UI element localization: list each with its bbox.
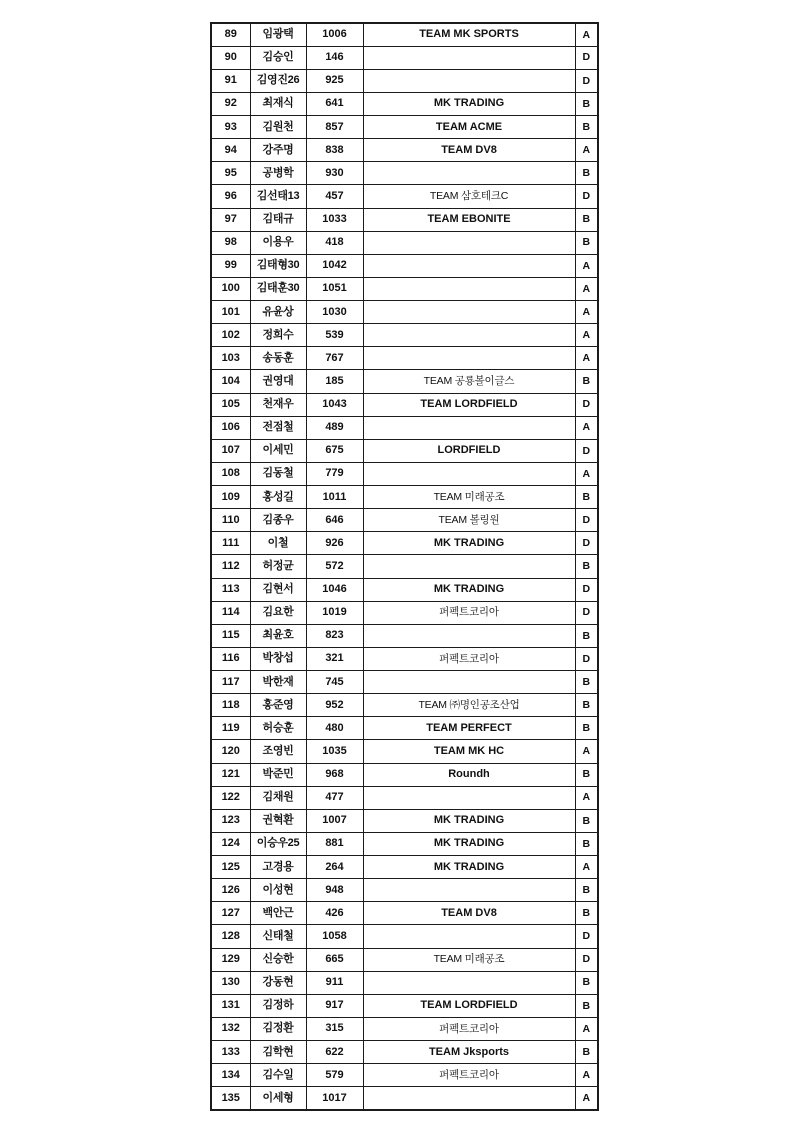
grade-cell: A bbox=[575, 416, 598, 439]
team-cell: TEAM MK SPORTS bbox=[363, 23, 575, 46]
name-cell: 홍성길 bbox=[250, 486, 306, 509]
name-cell: 김정환 bbox=[250, 1017, 306, 1040]
team-cell: Roundh bbox=[363, 763, 575, 786]
team-cell bbox=[363, 347, 575, 370]
name-cell: 이세형 bbox=[250, 1087, 306, 1110]
grade-cell: B bbox=[575, 763, 598, 786]
table-row bbox=[211, 1041, 598, 1064]
team-cell: MK TRADING bbox=[363, 856, 575, 879]
name-cell: 김수일 bbox=[250, 1064, 306, 1087]
number-cell: 1006 bbox=[306, 23, 363, 46]
number-cell: 477 bbox=[306, 786, 363, 809]
number-cell: 539 bbox=[306, 324, 363, 347]
number-cell: 185 bbox=[306, 370, 363, 393]
team-cell: TEAM 미래공조 bbox=[363, 486, 575, 509]
number-cell: 426 bbox=[306, 902, 363, 925]
table-row bbox=[211, 925, 598, 948]
team-cell: MK TRADING bbox=[363, 578, 575, 601]
number-cell: 1051 bbox=[306, 277, 363, 300]
team-cell bbox=[363, 162, 575, 185]
team-cell: TEAM LORDFIELD bbox=[363, 393, 575, 416]
rank-cell: 100 bbox=[211, 277, 250, 300]
grade-cell: A bbox=[575, 1087, 598, 1110]
rank-cell: 102 bbox=[211, 324, 250, 347]
table-row bbox=[211, 532, 598, 555]
name-cell: 강동현 bbox=[250, 971, 306, 994]
rank-cell: 112 bbox=[211, 555, 250, 578]
table-row bbox=[211, 277, 598, 300]
team-cell bbox=[363, 324, 575, 347]
rank-cell: 114 bbox=[211, 601, 250, 624]
team-cell: LORDFIELD bbox=[363, 439, 575, 462]
number-cell: 745 bbox=[306, 671, 363, 694]
grade-cell: D bbox=[575, 69, 598, 92]
table-row bbox=[211, 254, 598, 277]
name-cell: 이철 bbox=[250, 532, 306, 555]
rank-cell: 115 bbox=[211, 624, 250, 647]
team-cell: TEAM 공룡볼이글스 bbox=[363, 370, 575, 393]
team-cell bbox=[363, 416, 575, 439]
table-row bbox=[211, 786, 598, 809]
team-cell: 퍼펙트코리아 bbox=[363, 601, 575, 624]
rank-cell: 92 bbox=[211, 92, 250, 115]
number-cell: 1030 bbox=[306, 301, 363, 324]
name-cell: 조영빈 bbox=[250, 740, 306, 763]
table-row bbox=[211, 601, 598, 624]
number-cell: 572 bbox=[306, 555, 363, 578]
rank-cell: 113 bbox=[211, 578, 250, 601]
rank-cell: 99 bbox=[211, 254, 250, 277]
number-cell: 948 bbox=[306, 879, 363, 902]
number-cell: 926 bbox=[306, 532, 363, 555]
table-row bbox=[211, 717, 598, 740]
team-cell: TEAM Jksports bbox=[363, 1041, 575, 1064]
name-cell: 고경용 bbox=[250, 856, 306, 879]
number-cell: 264 bbox=[306, 856, 363, 879]
team-cell bbox=[363, 879, 575, 902]
table-row bbox=[211, 1064, 598, 1087]
rank-cell: 133 bbox=[211, 1041, 250, 1064]
team-cell bbox=[363, 1087, 575, 1110]
number-cell: 641 bbox=[306, 92, 363, 115]
name-cell: 권영대 bbox=[250, 370, 306, 393]
grade-cell: D bbox=[575, 509, 598, 532]
name-cell: 이용우 bbox=[250, 231, 306, 254]
table-row bbox=[211, 902, 598, 925]
name-cell: 김학현 bbox=[250, 1041, 306, 1064]
team-cell: TEAM 볼링원 bbox=[363, 509, 575, 532]
team-cell bbox=[363, 786, 575, 809]
team-cell: 퍼펙트코리아 bbox=[363, 647, 575, 670]
table-row bbox=[211, 462, 598, 485]
grade-cell: D bbox=[575, 439, 598, 462]
name-cell: 김영진26 bbox=[250, 69, 306, 92]
team-cell bbox=[363, 301, 575, 324]
table-row bbox=[211, 393, 598, 416]
number-cell: 1033 bbox=[306, 208, 363, 231]
table-row bbox=[211, 139, 598, 162]
rank-cell: 98 bbox=[211, 231, 250, 254]
name-cell: 김종우 bbox=[250, 509, 306, 532]
name-cell: 김태형30 bbox=[250, 254, 306, 277]
grade-cell: B bbox=[575, 902, 598, 925]
name-cell: 권혁환 bbox=[250, 809, 306, 832]
team-cell bbox=[363, 69, 575, 92]
rank-cell: 101 bbox=[211, 301, 250, 324]
rank-cell: 120 bbox=[211, 740, 250, 763]
rank-cell: 110 bbox=[211, 509, 250, 532]
grade-cell: A bbox=[575, 1064, 598, 1087]
team-cell: MK TRADING bbox=[363, 809, 575, 832]
name-cell: 허승훈 bbox=[250, 717, 306, 740]
name-cell: 박한재 bbox=[250, 671, 306, 694]
grade-cell: A bbox=[575, 1017, 598, 1040]
number-cell: 418 bbox=[306, 231, 363, 254]
team-cell bbox=[363, 277, 575, 300]
rank-cell: 117 bbox=[211, 671, 250, 694]
grade-cell: B bbox=[575, 879, 598, 902]
table-row bbox=[211, 69, 598, 92]
number-cell: 457 bbox=[306, 185, 363, 208]
table-row bbox=[211, 116, 598, 139]
rank-cell: 125 bbox=[211, 856, 250, 879]
rank-cell: 93 bbox=[211, 116, 250, 139]
number-cell: 779 bbox=[306, 462, 363, 485]
number-cell: 1042 bbox=[306, 254, 363, 277]
number-cell: 1017 bbox=[306, 1087, 363, 1110]
grade-cell: B bbox=[575, 162, 598, 185]
number-cell: 1046 bbox=[306, 578, 363, 601]
grade-cell: B bbox=[575, 694, 598, 717]
grade-cell: A bbox=[575, 324, 598, 347]
number-cell: 881 bbox=[306, 832, 363, 855]
number-cell: 911 bbox=[306, 971, 363, 994]
table-row bbox=[211, 347, 598, 370]
grade-cell: B bbox=[575, 994, 598, 1017]
team-cell bbox=[363, 46, 575, 69]
grade-cell: B bbox=[575, 555, 598, 578]
team-cell: TEAM PERFECT bbox=[363, 717, 575, 740]
team-cell bbox=[363, 462, 575, 485]
rank-cell: 91 bbox=[211, 69, 250, 92]
grade-cell: B bbox=[575, 231, 598, 254]
table-row bbox=[211, 416, 598, 439]
name-cell: 김정하 bbox=[250, 994, 306, 1017]
number-cell: 315 bbox=[306, 1017, 363, 1040]
grade-cell: D bbox=[575, 925, 598, 948]
grade-cell: D bbox=[575, 578, 598, 601]
grade-cell: A bbox=[575, 301, 598, 324]
table-row bbox=[211, 671, 598, 694]
table-row bbox=[211, 694, 598, 717]
table-row bbox=[211, 879, 598, 902]
team-cell bbox=[363, 555, 575, 578]
name-cell: 김원천 bbox=[250, 116, 306, 139]
team-cell bbox=[363, 254, 575, 277]
number-cell: 665 bbox=[306, 948, 363, 971]
rank-cell: 118 bbox=[211, 694, 250, 717]
rank-cell: 106 bbox=[211, 416, 250, 439]
team-cell bbox=[363, 624, 575, 647]
name-cell: 송동훈 bbox=[250, 347, 306, 370]
team-cell: TEAM DV8 bbox=[363, 139, 575, 162]
name-cell: 천재우 bbox=[250, 393, 306, 416]
table-row bbox=[211, 856, 598, 879]
rank-cell: 97 bbox=[211, 208, 250, 231]
team-cell: TEAM 미래공조 bbox=[363, 948, 575, 971]
table-row bbox=[211, 46, 598, 69]
rank-cell: 130 bbox=[211, 971, 250, 994]
grade-cell: B bbox=[575, 1041, 598, 1064]
grade-cell: D bbox=[575, 393, 598, 416]
team-cell: 퍼펙트코리아 bbox=[363, 1017, 575, 1040]
table-row bbox=[211, 208, 598, 231]
table-row bbox=[211, 324, 598, 347]
number-cell: 917 bbox=[306, 994, 363, 1017]
team-cell bbox=[363, 971, 575, 994]
rank-cell: 132 bbox=[211, 1017, 250, 1040]
table-row bbox=[211, 624, 598, 647]
grade-cell: B bbox=[575, 809, 598, 832]
number-cell: 646 bbox=[306, 509, 363, 532]
grade-cell: B bbox=[575, 624, 598, 647]
name-cell: 이세민 bbox=[250, 439, 306, 462]
number-cell: 925 bbox=[306, 69, 363, 92]
rank-cell: 116 bbox=[211, 647, 250, 670]
rank-cell: 105 bbox=[211, 393, 250, 416]
rank-cell: 129 bbox=[211, 948, 250, 971]
grade-cell: D bbox=[575, 185, 598, 208]
table-row bbox=[211, 971, 598, 994]
team-cell: MK TRADING bbox=[363, 92, 575, 115]
team-cell: TEAM DV8 bbox=[363, 902, 575, 925]
team-cell: TEAM MK HC bbox=[363, 740, 575, 763]
grade-cell: D bbox=[575, 532, 598, 555]
rank-cell: 94 bbox=[211, 139, 250, 162]
grade-cell: A bbox=[575, 347, 598, 370]
name-cell: 이성현 bbox=[250, 879, 306, 902]
name-cell: 김태규 bbox=[250, 208, 306, 231]
rank-cell: 128 bbox=[211, 925, 250, 948]
name-cell: 신태철 bbox=[250, 925, 306, 948]
rank-cell: 89 bbox=[211, 23, 250, 46]
grade-cell: B bbox=[575, 486, 598, 509]
table-row bbox=[211, 92, 598, 115]
team-cell: MK TRADING bbox=[363, 532, 575, 555]
name-cell: 김채원 bbox=[250, 786, 306, 809]
grade-cell: B bbox=[575, 832, 598, 855]
rank-cell: 119 bbox=[211, 717, 250, 740]
table-row bbox=[211, 231, 598, 254]
number-cell: 321 bbox=[306, 647, 363, 670]
team-cell: TEAM ACME bbox=[363, 116, 575, 139]
team-cell: 퍼펙트코리아 bbox=[363, 1064, 575, 1087]
name-cell: 공병학 bbox=[250, 162, 306, 185]
number-cell: 146 bbox=[306, 46, 363, 69]
rank-cell: 104 bbox=[211, 370, 250, 393]
rank-cell: 108 bbox=[211, 462, 250, 485]
grade-cell: B bbox=[575, 717, 598, 740]
number-cell: 622 bbox=[306, 1041, 363, 1064]
rank-cell: 126 bbox=[211, 879, 250, 902]
table-row bbox=[211, 647, 598, 670]
number-cell: 968 bbox=[306, 763, 363, 786]
number-cell: 489 bbox=[306, 416, 363, 439]
grade-cell: D bbox=[575, 601, 598, 624]
number-cell: 930 bbox=[306, 162, 363, 185]
team-cell bbox=[363, 231, 575, 254]
table-row bbox=[211, 439, 598, 462]
number-cell: 838 bbox=[306, 139, 363, 162]
team-cell: TEAM EBONITE bbox=[363, 208, 575, 231]
table-row bbox=[211, 948, 598, 971]
rank-cell: 107 bbox=[211, 439, 250, 462]
name-cell: 최재식 bbox=[250, 92, 306, 115]
name-cell: 김태훈30 bbox=[250, 277, 306, 300]
team-cell: TEAM LORDFIELD bbox=[363, 994, 575, 1017]
number-cell: 1035 bbox=[306, 740, 363, 763]
team-cell bbox=[363, 671, 575, 694]
grade-cell: B bbox=[575, 971, 598, 994]
name-cell: 김선태13 bbox=[250, 185, 306, 208]
name-cell: 홍준영 bbox=[250, 694, 306, 717]
name-cell: 임광택 bbox=[250, 23, 306, 46]
name-cell: 전점철 bbox=[250, 416, 306, 439]
table-row bbox=[211, 578, 598, 601]
number-cell: 1043 bbox=[306, 393, 363, 416]
number-cell: 1011 bbox=[306, 486, 363, 509]
rank-cell: 111 bbox=[211, 532, 250, 555]
rank-cell: 109 bbox=[211, 486, 250, 509]
number-cell: 857 bbox=[306, 116, 363, 139]
table-row bbox=[211, 809, 598, 832]
table-row bbox=[211, 740, 598, 763]
number-cell: 767 bbox=[306, 347, 363, 370]
table-row bbox=[211, 763, 598, 786]
table-row bbox=[211, 832, 598, 855]
grade-cell: A bbox=[575, 139, 598, 162]
grade-cell: D bbox=[575, 948, 598, 971]
grade-cell: A bbox=[575, 23, 598, 46]
number-cell: 480 bbox=[306, 717, 363, 740]
table-row bbox=[211, 555, 598, 578]
name-cell: 박창섭 bbox=[250, 647, 306, 670]
table-row bbox=[211, 1087, 598, 1110]
table-row bbox=[211, 1017, 598, 1040]
grade-cell: A bbox=[575, 462, 598, 485]
grade-cell: A bbox=[575, 277, 598, 300]
grade-cell: A bbox=[575, 740, 598, 763]
name-cell: 김동철 bbox=[250, 462, 306, 485]
grade-cell: A bbox=[575, 786, 598, 809]
table-row bbox=[211, 370, 598, 393]
rank-cell: 127 bbox=[211, 902, 250, 925]
number-cell: 1007 bbox=[306, 809, 363, 832]
rank-cell: 131 bbox=[211, 994, 250, 1017]
rank-cell: 123 bbox=[211, 809, 250, 832]
rank-cell: 134 bbox=[211, 1064, 250, 1087]
table-row bbox=[211, 994, 598, 1017]
team-cell: MK TRADING bbox=[363, 832, 575, 855]
roster-table-body bbox=[211, 23, 598, 1110]
grade-cell: B bbox=[575, 208, 598, 231]
name-cell: 정희수 bbox=[250, 324, 306, 347]
name-cell: 최윤호 bbox=[250, 624, 306, 647]
team-cell: TEAM ㈜명인공조산업 bbox=[363, 694, 575, 717]
name-cell: 신승한 bbox=[250, 948, 306, 971]
name-cell: 김현서 bbox=[250, 578, 306, 601]
table-row bbox=[211, 162, 598, 185]
grade-cell: A bbox=[575, 856, 598, 879]
name-cell: 강주명 bbox=[250, 139, 306, 162]
grade-cell: D bbox=[575, 647, 598, 670]
rank-cell: 121 bbox=[211, 763, 250, 786]
name-cell: 허정균 bbox=[250, 555, 306, 578]
grade-cell: B bbox=[575, 116, 598, 139]
number-cell: 952 bbox=[306, 694, 363, 717]
rank-cell: 135 bbox=[211, 1087, 250, 1110]
table-row bbox=[211, 486, 598, 509]
number-cell: 579 bbox=[306, 1064, 363, 1087]
name-cell: 이승우25 bbox=[250, 832, 306, 855]
rank-cell: 103 bbox=[211, 347, 250, 370]
number-cell: 1058 bbox=[306, 925, 363, 948]
table-row bbox=[211, 185, 598, 208]
rank-cell: 95 bbox=[211, 162, 250, 185]
grade-cell: B bbox=[575, 671, 598, 694]
team-cell: TEAM 삼호테크C bbox=[363, 185, 575, 208]
rank-cell: 90 bbox=[211, 46, 250, 69]
name-cell: 유윤상 bbox=[250, 301, 306, 324]
name-cell: 백안근 bbox=[250, 902, 306, 925]
name-cell: 김승인 bbox=[250, 46, 306, 69]
rank-cell: 96 bbox=[211, 185, 250, 208]
number-cell: 675 bbox=[306, 439, 363, 462]
table-row bbox=[211, 509, 598, 532]
table-row bbox=[211, 23, 598, 46]
name-cell: 김요한 bbox=[250, 601, 306, 624]
name-cell: 박준민 bbox=[250, 763, 306, 786]
number-cell: 823 bbox=[306, 624, 363, 647]
team-cell bbox=[363, 925, 575, 948]
grade-cell: A bbox=[575, 254, 598, 277]
number-cell: 1019 bbox=[306, 601, 363, 624]
roster-table bbox=[210, 22, 599, 1111]
grade-cell: D bbox=[575, 46, 598, 69]
table-row bbox=[211, 301, 598, 324]
rank-cell: 122 bbox=[211, 786, 250, 809]
grade-cell: B bbox=[575, 370, 598, 393]
rank-cell: 124 bbox=[211, 832, 250, 855]
grade-cell: B bbox=[575, 92, 598, 115]
